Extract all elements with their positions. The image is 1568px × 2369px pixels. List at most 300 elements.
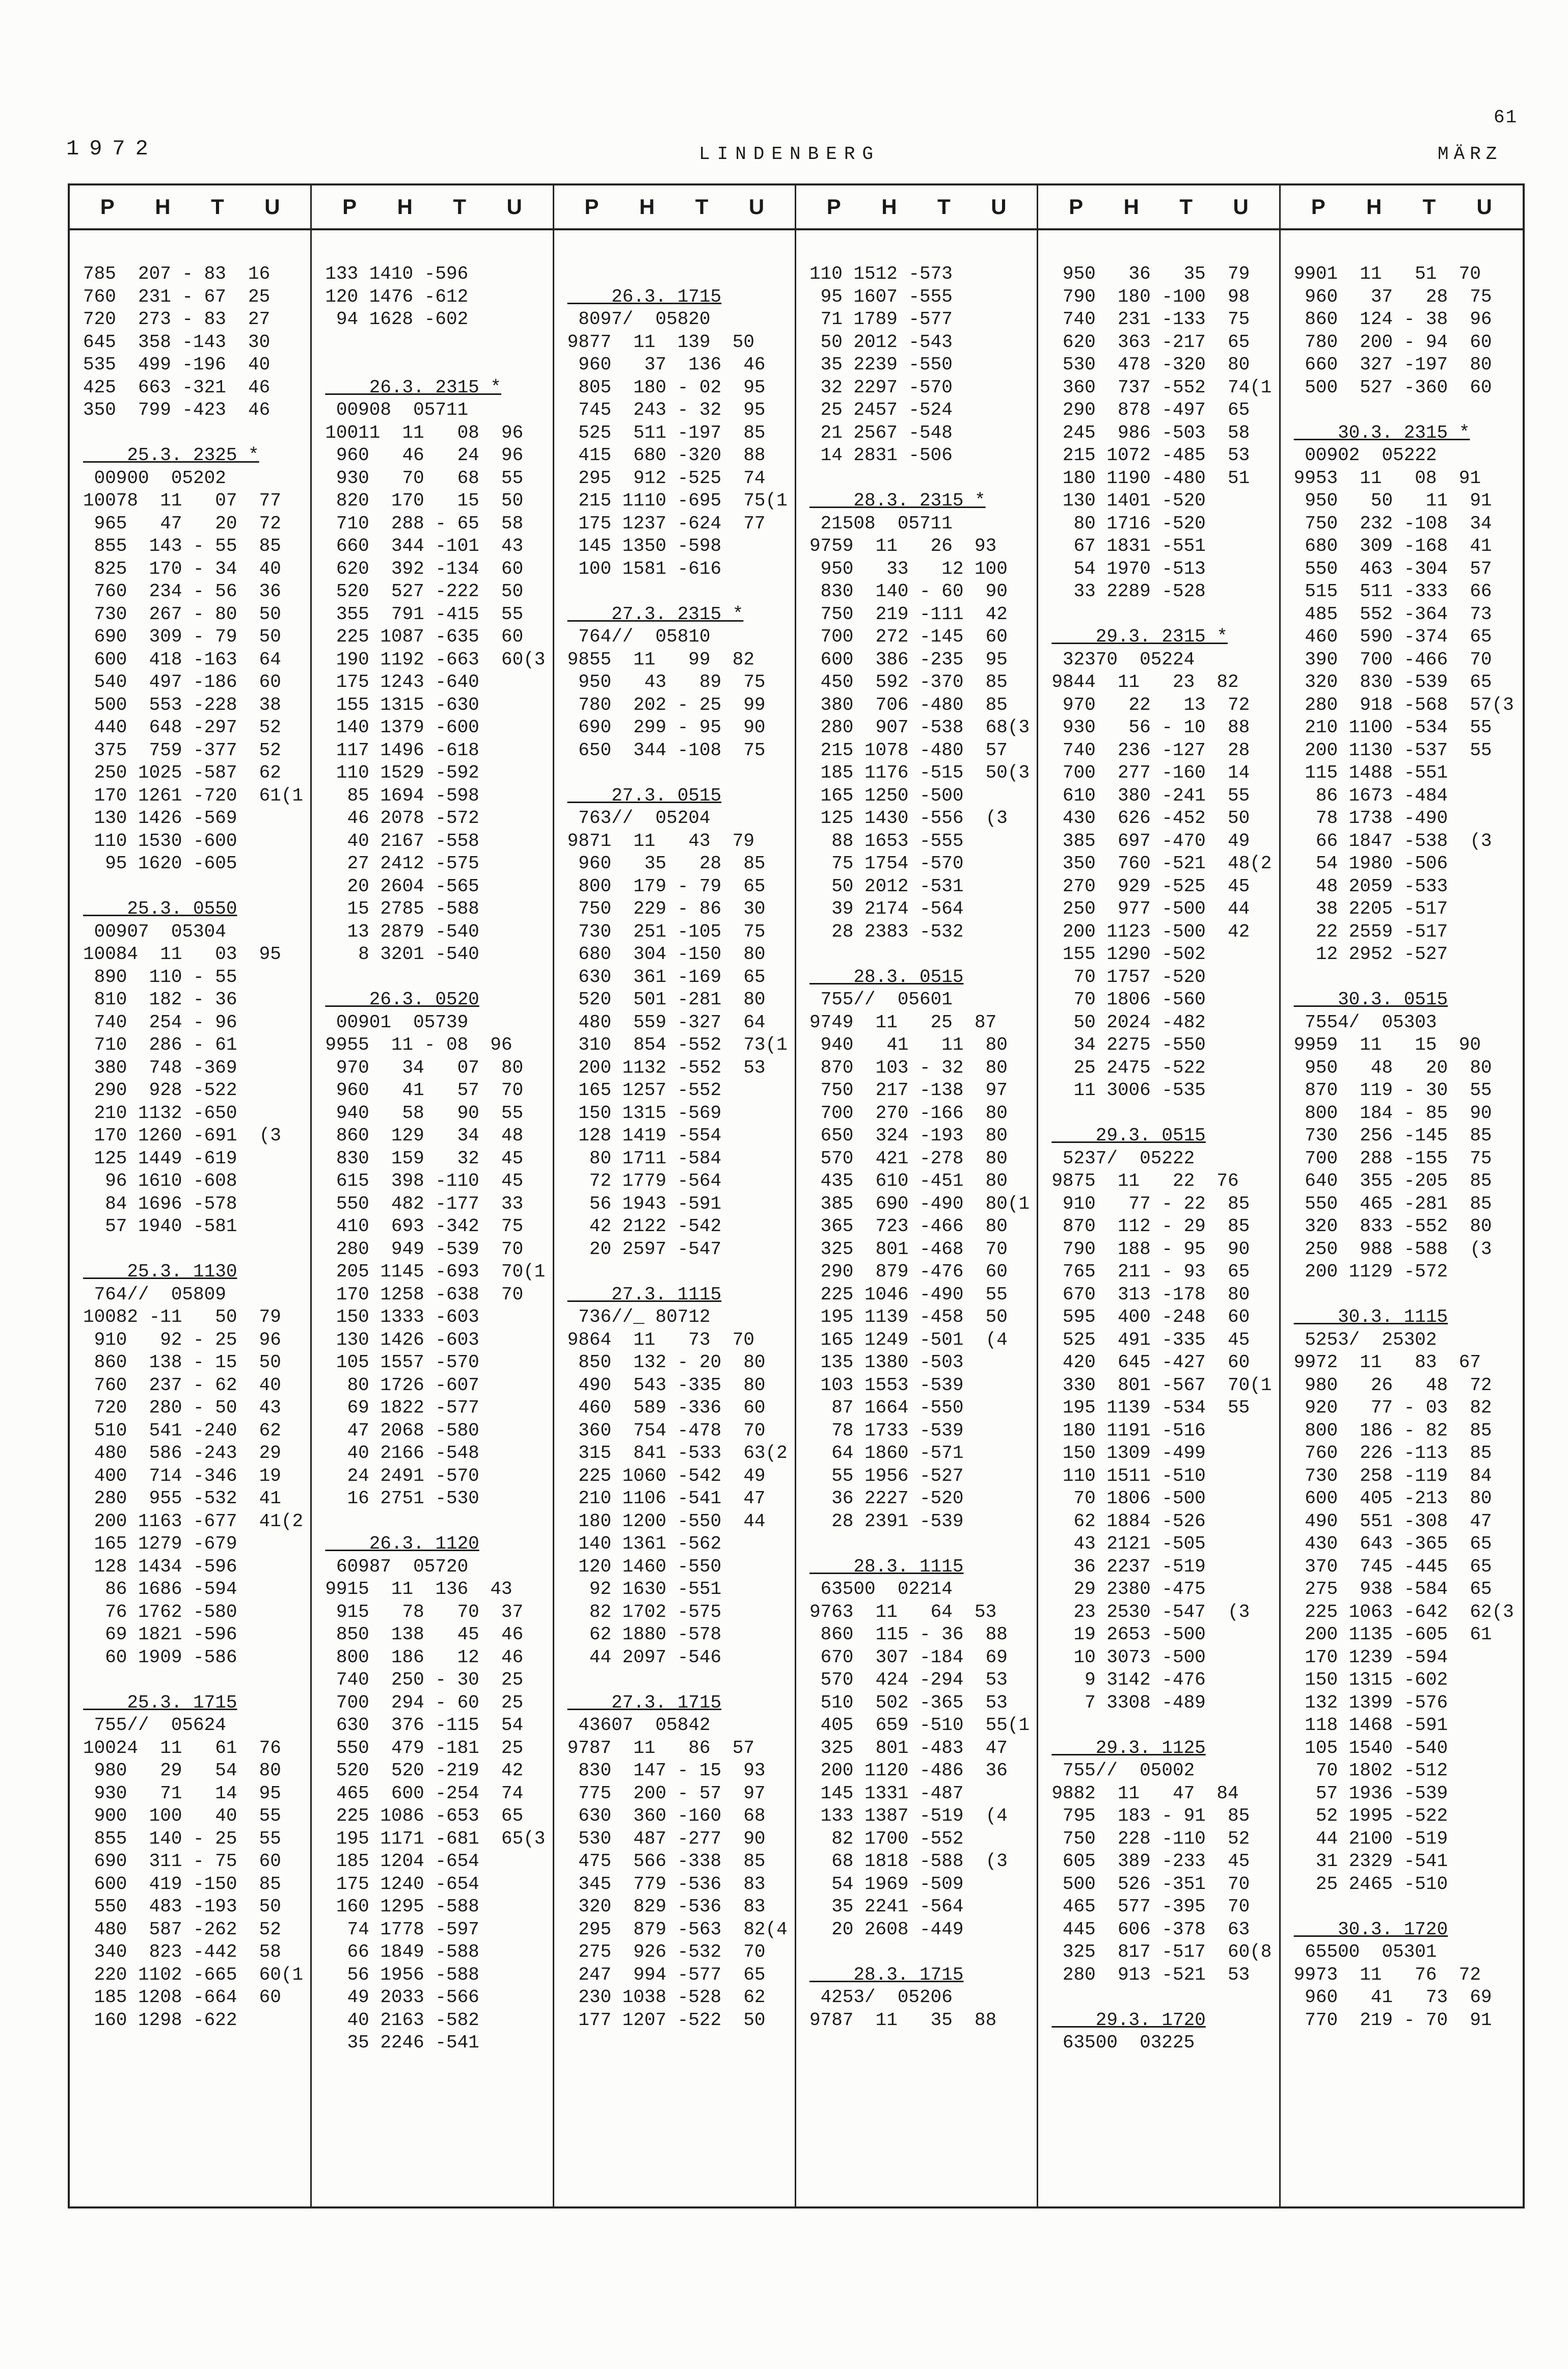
table-row: 125 1449 -619 (83, 1148, 237, 1169)
sounding-date-heading: 29.3. 2315 * (1051, 626, 1228, 647)
table-row: 72 1779 -564 (567, 1170, 722, 1191)
table-row: 630 376 -115 54 (325, 1715, 524, 1736)
table-row: 400 714 -346 19 (83, 1465, 281, 1486)
table-row: 110 1530 -600 (83, 830, 237, 851)
data-table (68, 183, 1525, 2208)
table-row: 94 1628 -602 (325, 309, 469, 330)
table-row: 9763 11 64 53 (809, 1601, 997, 1622)
table-row: 950 43 89 75 (567, 672, 766, 693)
table-row: 365 723 -466 80 (809, 1216, 1008, 1237)
table-row: 210 1106 -541 47 (567, 1488, 766, 1509)
table-row: 795 183 - 91 85 (1051, 1805, 1250, 1826)
table-row: 105 1557 -570 (325, 1352, 479, 1373)
table-row: 120 1460 -550 (567, 1556, 722, 1577)
column-header (312, 185, 552, 230)
blank-line (567, 263, 795, 286)
table-row: 525 491 -335 45 (1051, 1329, 1250, 1350)
sounding-date-heading: 25.3. 1715 (83, 1692, 237, 1713)
table-row: 340 823 -442 58 (83, 1941, 281, 1962)
column-header-label: T (453, 195, 467, 219)
column-body (554, 230, 795, 2032)
table-row: 600 419 -150 85 (83, 1873, 281, 1895)
table-row: 9864 11 73 70 (567, 1329, 754, 1350)
column-body (312, 230, 552, 2055)
table-row: 755// 05002 (1051, 1760, 1195, 1781)
blank-line (83, 1669, 310, 1692)
table-row: 29 2380 -475 (1051, 1579, 1206, 1600)
column-header-label: U (1476, 195, 1492, 219)
table-row: 660 327 -197 80 (1293, 354, 1492, 375)
table-row: 465 577 -395 70 (1051, 1896, 1250, 1917)
blank-line (325, 966, 552, 989)
table-row: 700 294 - 60 25 (325, 1692, 524, 1713)
table-row: 9875 11 22 76 (1051, 1170, 1239, 1191)
table-row: 940 58 90 55 (325, 1102, 524, 1124)
sounding-date-heading: 26.3. 0520 (325, 989, 479, 1010)
table-row: 960 46 24 96 (325, 445, 524, 466)
table-row: 145 1350 -598 (567, 536, 722, 556)
table-row: 860 115 - 36 88 (809, 1624, 1008, 1645)
table-row: 50 2024 -482 (1051, 1012, 1206, 1033)
table-row: 350 760 -521 48(2 (1051, 853, 1272, 874)
table-row: 80 1726 -607 (325, 1374, 479, 1396)
table-row: 44 2097 -546 (567, 1646, 722, 1668)
table-row: 480 559 -327 64 (567, 1012, 766, 1033)
table-row: 790 188 - 95 90 (1051, 1238, 1250, 1260)
table-row: 00907 05304 (83, 921, 226, 942)
table-row: 375 759 -377 52 (83, 739, 281, 761)
table-row: 650 344 -108 75 (567, 739, 766, 761)
column-header-label: T (1179, 195, 1193, 219)
table-row: 155 1290 -502 (1051, 944, 1206, 965)
table-row: 360 754 -478 70 (567, 1420, 766, 1441)
table-row: 350 799 -423 46 (83, 400, 271, 420)
table-row: 730 256 -145 85 (1293, 1125, 1492, 1146)
table-row: 250 988 -588 (3 (1293, 1238, 1492, 1260)
blank-line (325, 331, 552, 354)
table-row: 345 779 -536 83 (567, 1873, 766, 1895)
table-row: 320 830 -539 65 (1293, 672, 1492, 693)
table-row: 8097/ 05820 (567, 309, 711, 330)
column-header (554, 185, 795, 230)
table-row: 960 41 57 70 (325, 1080, 524, 1101)
table-row: 125 1430 -556 (3 (809, 808, 1008, 829)
table-row: 950 50 11 91 (1293, 490, 1492, 511)
table-row: 460 590 -374 65 (1293, 626, 1492, 647)
table-row: 830 159 32 45 (325, 1148, 524, 1169)
table-row: 230 1038 -528 62 (567, 1987, 766, 2008)
table-row: 130 1426 -603 (325, 1329, 479, 1350)
sounding-date-heading: 30.3. 0515 (1293, 989, 1448, 1010)
sounding-date-heading: 29.3. 1125 (1051, 1737, 1206, 1759)
table-row: 20 2604 -565 (325, 875, 479, 897)
table-row: 320 829 -536 83 (567, 1896, 766, 1917)
table-row: 930 71 14 95 (83, 1782, 281, 1804)
sounding-date-heading: 25.3. 0550 (83, 898, 237, 919)
table-row: 780 200 - 94 60 (1293, 331, 1492, 353)
table-row: 295 912 -525 74 (567, 467, 766, 489)
table-row: 35 2239 -550 (809, 354, 953, 375)
table-row: 110 1511 -510 (1051, 1465, 1206, 1486)
table-row: 7 3308 -489 (1051, 1692, 1206, 1713)
table-row: 25 2475 -522 (1051, 1057, 1206, 1078)
sounding-date-heading: 26.3. 1120 (325, 1533, 479, 1554)
column-header-label: H (1123, 195, 1139, 219)
table-row: 54 1980 -506 (1293, 853, 1448, 874)
table-row: 315 841 -533 63(2 (567, 1443, 788, 1463)
table-row: 47 2068 -580 (325, 1420, 479, 1441)
table-row: 355 791 -415 55 (325, 603, 524, 625)
table-row: 830 147 - 15 93 (567, 1760, 766, 1781)
table-row: 730 251 -105 75 (567, 921, 766, 942)
table-row: 145 1331 -487 (809, 1782, 964, 1804)
table-row: 150 1315 -569 (567, 1102, 722, 1124)
table-row: 180 1200 -550 44 (567, 1510, 766, 1532)
table-row: 690 311 - 75 60 (83, 1851, 281, 1872)
table-row: 620 363 -217 65 (1051, 331, 1250, 353)
table-row: 380 748 -369 (83, 1057, 237, 1078)
table-row: 36 2227 -520 (809, 1488, 964, 1509)
table-row: 700 270 -166 80 (809, 1102, 1008, 1124)
table-row: 9959 11 15 90 (1293, 1034, 1481, 1055)
table-row: 800 184 - 85 90 (1293, 1102, 1492, 1124)
table-row: 325 801 -483 47 (809, 1737, 1008, 1759)
table-row: 600 386 -235 95 (809, 649, 1008, 670)
table-column (554, 185, 796, 2206)
table-row: 855 143 - 55 85 (83, 536, 281, 556)
sounding-date-heading: 28.3. 2315 * (809, 490, 986, 511)
table-row: 185 1208 -664 60 (83, 1987, 281, 2008)
column-header-label: P (1069, 195, 1084, 219)
table-row: 810 182 - 36 (83, 989, 237, 1010)
table-row: 130 1426 -569 (83, 808, 237, 829)
table-row: 220 1102 -665 60(1 (83, 1964, 304, 1985)
table-row: 87 1664 -550 (809, 1397, 964, 1418)
table-row: 460 589 -336 60 (567, 1397, 766, 1418)
table-row: 63500 02214 (809, 1579, 953, 1600)
table-row: 100 1581 -616 (567, 558, 722, 579)
table-row: 280 955 -532 41 (83, 1488, 281, 1509)
table-row: 805 180 - 02 95 (567, 377, 766, 398)
table-row: 21508 05711 (809, 513, 953, 534)
blank-line (1051, 1986, 1279, 2009)
sounding-date-heading: 30.3. 1115 (1293, 1307, 1448, 1327)
table-row: 520 527 -222 50 (325, 581, 524, 602)
year-label: 1972 (66, 137, 158, 161)
table-row: 645 358 -143 30 (83, 331, 271, 353)
table-row: 44 2100 -519 (1293, 1828, 1448, 1849)
table-row: 225 1063 -642 62(3 (1293, 1601, 1514, 1622)
table-row: 35 2246 -541 (325, 2032, 479, 2053)
table-row: 245 986 -503 58 (1051, 422, 1250, 443)
table-row: 84 1696 -578 (83, 1193, 237, 1214)
table-row: 535 499 -196 40 (83, 354, 271, 375)
table-row: 65500 05301 (1293, 1941, 1437, 1962)
table-row: 860 138 - 15 50 (83, 1352, 281, 1373)
table-row: 71 1789 -577 (809, 309, 953, 330)
table-row: 765 211 - 93 65 (1051, 1261, 1250, 1282)
table-row: 00901 05739 (325, 1012, 469, 1033)
table-row: 165 1250 -500 (809, 785, 964, 806)
table-row: 690 299 - 95 90 (567, 717, 766, 738)
table-row: 550 465 -281 85 (1293, 1193, 1492, 1214)
table-row: 764// 05810 (567, 626, 711, 647)
table-row: 135 1380 -503 (809, 1352, 964, 1373)
table-row: 610 380 -241 55 (1051, 785, 1250, 806)
sounding-date-heading: 29.3. 0515 (1051, 1125, 1206, 1146)
table-row: 7554/ 05303 (1293, 1012, 1437, 1033)
table-row: 86 1673 -484 (1293, 785, 1448, 806)
column-header-label: U (264, 195, 280, 219)
table-row: 425 663 -321 46 (83, 377, 271, 398)
table-row: 760 226 -113 85 (1293, 1443, 1492, 1463)
table-row: 860 124 - 38 96 (1293, 309, 1492, 330)
table-row: 150 1315 -602 (1293, 1669, 1448, 1690)
sounding-date-heading: 25.3. 1130 (83, 1261, 237, 1282)
table-row: 200 1135 -605 61 (1293, 1624, 1492, 1645)
table-row: 450 592 -370 85 (809, 672, 1008, 693)
table-row: 247 994 -577 65 (567, 1964, 766, 1985)
table-row: 500 526 -351 70 (1051, 1873, 1250, 1895)
table-row: 22 2559 -517 (1293, 921, 1448, 942)
table-row: 550 482 -177 33 (325, 1193, 524, 1214)
table-row: 9901 11 51 70 (1293, 263, 1481, 284)
table-row: 10 3073 -500 (1051, 1646, 1206, 1668)
column-header-label: P (342, 195, 357, 219)
table-row: 780 202 - 25 99 (567, 694, 766, 715)
sounding-date-heading: 30.3. 2315 * (1293, 422, 1470, 443)
table-row: 950 33 12 100 (809, 558, 1008, 579)
table-row: 785 207 - 83 16 (83, 263, 271, 284)
table-row: 9844 11 23 82 (1051, 672, 1239, 693)
table-row: 210 1132 -650 (83, 1102, 237, 1124)
table-row: 790 180 -100 98 (1051, 286, 1250, 307)
table-row: 177 1207 -522 50 (567, 2009, 766, 2031)
table-row: 25 2465 -510 (1293, 1873, 1448, 1895)
table-row: 82 1702 -575 (567, 1601, 722, 1622)
table-row: 57 1936 -539 (1293, 1782, 1448, 1804)
table-row: 730 258 -119 84 (1293, 1465, 1492, 1486)
table-row: 78 1733 -539 (809, 1420, 964, 1441)
table-row: 117 1496 -618 (325, 739, 479, 761)
table-row: 105 1540 -540 (1293, 1737, 1448, 1759)
table-row: 180 1191 -516 (1051, 1420, 1206, 1441)
column-header-label: P (100, 195, 115, 219)
table-row: 370 745 -445 65 (1293, 1556, 1492, 1577)
table-row: 165 1249 -501 (4 (809, 1329, 1008, 1350)
table-row: 34 2275 -550 (1051, 1034, 1206, 1055)
table-row: 10078 11 07 77 (83, 490, 281, 511)
table-row: 54 1969 -509 (809, 1873, 964, 1895)
table-row: 510 541 -240 62 (83, 1420, 281, 1441)
sounding-date-heading: 27.3. 1115 (567, 1284, 722, 1305)
table-row: 133 1387 -519 (4 (809, 1805, 1008, 1826)
table-row: 763// 05204 (567, 808, 711, 829)
table-row: 500 553 -228 38 (83, 694, 281, 715)
table-row: 56 1956 -588 (325, 1964, 479, 1985)
table-row: 410 693 -342 75 (325, 1216, 524, 1237)
table-row: 16 2751 -530 (325, 1488, 479, 1509)
table-row: 800 186 12 46 (325, 1646, 524, 1668)
table-row: 800 179 - 79 65 (567, 875, 766, 897)
table-row: 205 1145 -693 70(1 (325, 1261, 546, 1282)
table-row: 870 103 - 32 80 (809, 1057, 1008, 1078)
table-row: 960 35 28 85 (567, 853, 766, 874)
table-row: 60987 05720 (325, 1556, 469, 1577)
table-row: 95 1607 -555 (809, 286, 953, 307)
column-header-label: T (211, 195, 224, 219)
table-row: 670 307 -184 69 (809, 1646, 1008, 1668)
table-row: 855 140 - 25 55 (83, 1828, 281, 1849)
column-header-label: U (506, 195, 522, 219)
table-row: 200 1130 -537 55 (1293, 739, 1492, 761)
table-row: 70 1806 -560 (1051, 989, 1206, 1010)
blank-line (567, 1669, 795, 1692)
table-row: 630 361 -169 65 (567, 966, 766, 988)
table-row: 615 398 -110 45 (325, 1170, 524, 1191)
table-row: 330 801 -567 70(1 (1051, 1374, 1272, 1396)
table-row: 930 56 - 10 88 (1051, 717, 1250, 738)
table-row: 570 424 -294 53 (809, 1669, 1008, 1690)
table-row: 42 2122 -542 (567, 1216, 722, 1237)
table-row: 445 606 -378 63 (1051, 1919, 1250, 1940)
table-row: 520 520 -219 42 (325, 1760, 524, 1781)
table-row: 950 36 35 79 (1051, 263, 1250, 284)
table-row: 155 1315 -630 (325, 694, 479, 715)
table-row: 27 2412 -575 (325, 853, 479, 874)
table-row: 550 479 -181 25 (325, 1737, 524, 1759)
table-column (1281, 185, 1523, 2206)
table-row: 36 2237 -519 (1051, 1556, 1206, 1577)
table-row: 64 1860 -571 (809, 1443, 964, 1463)
table-row: 9749 11 25 87 (809, 1012, 997, 1033)
table-row: 960 41 73 69 (1293, 1987, 1492, 2008)
table-row: 185 1204 -654 (325, 1851, 479, 1872)
table-row: 62 1880 -578 (567, 1624, 722, 1645)
table-row: 960 37 28 75 (1293, 286, 1492, 307)
table-row: 700 288 -155 75 (1293, 1148, 1492, 1169)
blank-line (325, 1510, 552, 1533)
table-row: 970 34 07 80 (325, 1057, 524, 1078)
table-row: 28 2391 -539 (809, 1510, 964, 1532)
table-row: 69 1821 -596 (83, 1624, 237, 1645)
table-row: 605 389 -233 45 (1051, 1851, 1250, 1872)
table-row: 385 690 -490 80(1 (809, 1193, 1030, 1214)
sounding-date-heading: 26.3. 1715 (567, 286, 722, 307)
table-row: 20 2608 -449 (809, 1919, 964, 1940)
table-row: 800 186 - 82 85 (1293, 1420, 1492, 1441)
table-row: 14 2831 -506 (809, 445, 953, 466)
table-row: 270 929 -525 45 (1051, 875, 1250, 897)
table-row: 46 2078 -572 (325, 808, 479, 829)
table-row: 85 1694 -598 (325, 785, 479, 806)
table-row: 00900 05202 (83, 467, 226, 489)
column-header-label: T (937, 195, 951, 219)
table-row: 210 1100 -534 55 (1293, 717, 1492, 738)
blank-line (809, 467, 1037, 490)
table-row: 215 1072 -485 53 (1051, 445, 1250, 466)
table-row: 9953 11 08 91 (1293, 467, 1481, 489)
table-row: 550 483 -193 50 (83, 1896, 281, 1917)
table-row: 40 2163 -582 (325, 2009, 479, 2031)
table-row: 740 231 -133 75 (1051, 309, 1250, 330)
table-row: 700 277 -160 14 (1051, 762, 1250, 783)
column-header-label: T (695, 195, 709, 219)
table-row: 49 2033 -566 (325, 1987, 479, 2008)
table-row: 940 41 11 80 (809, 1034, 1008, 1055)
column-header-label: T (1422, 195, 1436, 219)
table-row: 680 309 -168 41 (1293, 536, 1492, 556)
table-row: 12 2952 -527 (1293, 944, 1448, 965)
table-row: 88 1653 -555 (809, 830, 964, 851)
table-row: 750 228 -110 52 (1051, 1828, 1250, 1849)
table-row: 540 497 -186 60 (83, 672, 281, 693)
table-row: 62 1884 -526 (1051, 1510, 1206, 1532)
table-row: 650 324 -193 80 (809, 1125, 1008, 1146)
blank-line (83, 875, 310, 898)
table-row: 510 502 -365 53 (809, 1692, 1008, 1713)
table-row: 760 234 - 56 36 (83, 581, 281, 602)
blank-line (809, 1941, 1037, 1964)
table-row: 43607 05842 (567, 1715, 711, 1736)
table-row: 110 1529 -592 (325, 762, 479, 783)
sounding-date-heading: 27.3. 1715 (567, 1692, 722, 1713)
table-row: 680 304 -150 80 (567, 944, 766, 965)
table-row: 68 1818 -588 (3 (809, 1851, 1008, 1872)
column-header-label: U (991, 195, 1007, 219)
table-row: 200 1120 -486 36 (809, 1760, 1008, 1781)
table-row: 700 272 -145 60 (809, 626, 1008, 647)
table-row: 570 421 -278 80 (809, 1148, 1008, 1169)
table-row: 175 1237 -624 77 (567, 513, 766, 534)
table-row: 950 48 20 80 (1293, 1057, 1492, 1078)
table-row: 380 706 -480 85 (809, 694, 1008, 715)
table-row: 56 1943 -591 (567, 1193, 722, 1214)
table-row: 9759 11 26 93 (809, 536, 997, 556)
column-header-label: H (155, 195, 171, 219)
table-row: 130 1401 -520 (1051, 490, 1206, 511)
table-row: 480 587 -262 52 (83, 1919, 281, 1940)
table-row: 970 22 13 72 (1051, 694, 1250, 715)
table-row: 830 140 - 60 90 (809, 581, 1008, 602)
column-header-label: U (1233, 195, 1249, 219)
table-column (312, 185, 554, 2206)
table-row: 50 2012 -543 (809, 331, 953, 353)
table-row: 9 3142 -476 (1051, 1669, 1206, 1690)
column-header-label: P (584, 195, 599, 219)
table-row: 25 2457 -524 (809, 400, 953, 420)
table-row: 32370 05224 (1051, 649, 1195, 670)
table-row: 736//_ 80712 (567, 1307, 711, 1327)
table-row: 960 37 136 46 (567, 354, 766, 375)
table-row: 770 219 - 70 91 (1293, 2009, 1492, 2031)
column-header (70, 185, 310, 230)
table-row: 92 1630 -551 (567, 1579, 722, 1600)
column-header-label: H (639, 195, 655, 219)
table-row: 915 78 70 37 (325, 1601, 524, 1622)
table-row: 850 138 45 46 (325, 1624, 524, 1645)
table-row: 900 100 40 55 (83, 1805, 281, 1826)
table-row: 170 1261 -720 61(1 (83, 785, 304, 806)
table-row: 195 1171 -681 65(3 (325, 1828, 546, 1849)
column-header (1038, 185, 1279, 230)
blank-line (1051, 603, 1279, 626)
table-row: 9955 11 - 08 96 (325, 1034, 512, 1055)
table-row: 40 2167 -558 (325, 830, 479, 851)
blank-line (1294, 1896, 1523, 1919)
sounding-date-heading: 29.3. 1720 (1051, 2009, 1206, 2031)
table-row: 11 3006 -535 (1051, 1080, 1206, 1101)
